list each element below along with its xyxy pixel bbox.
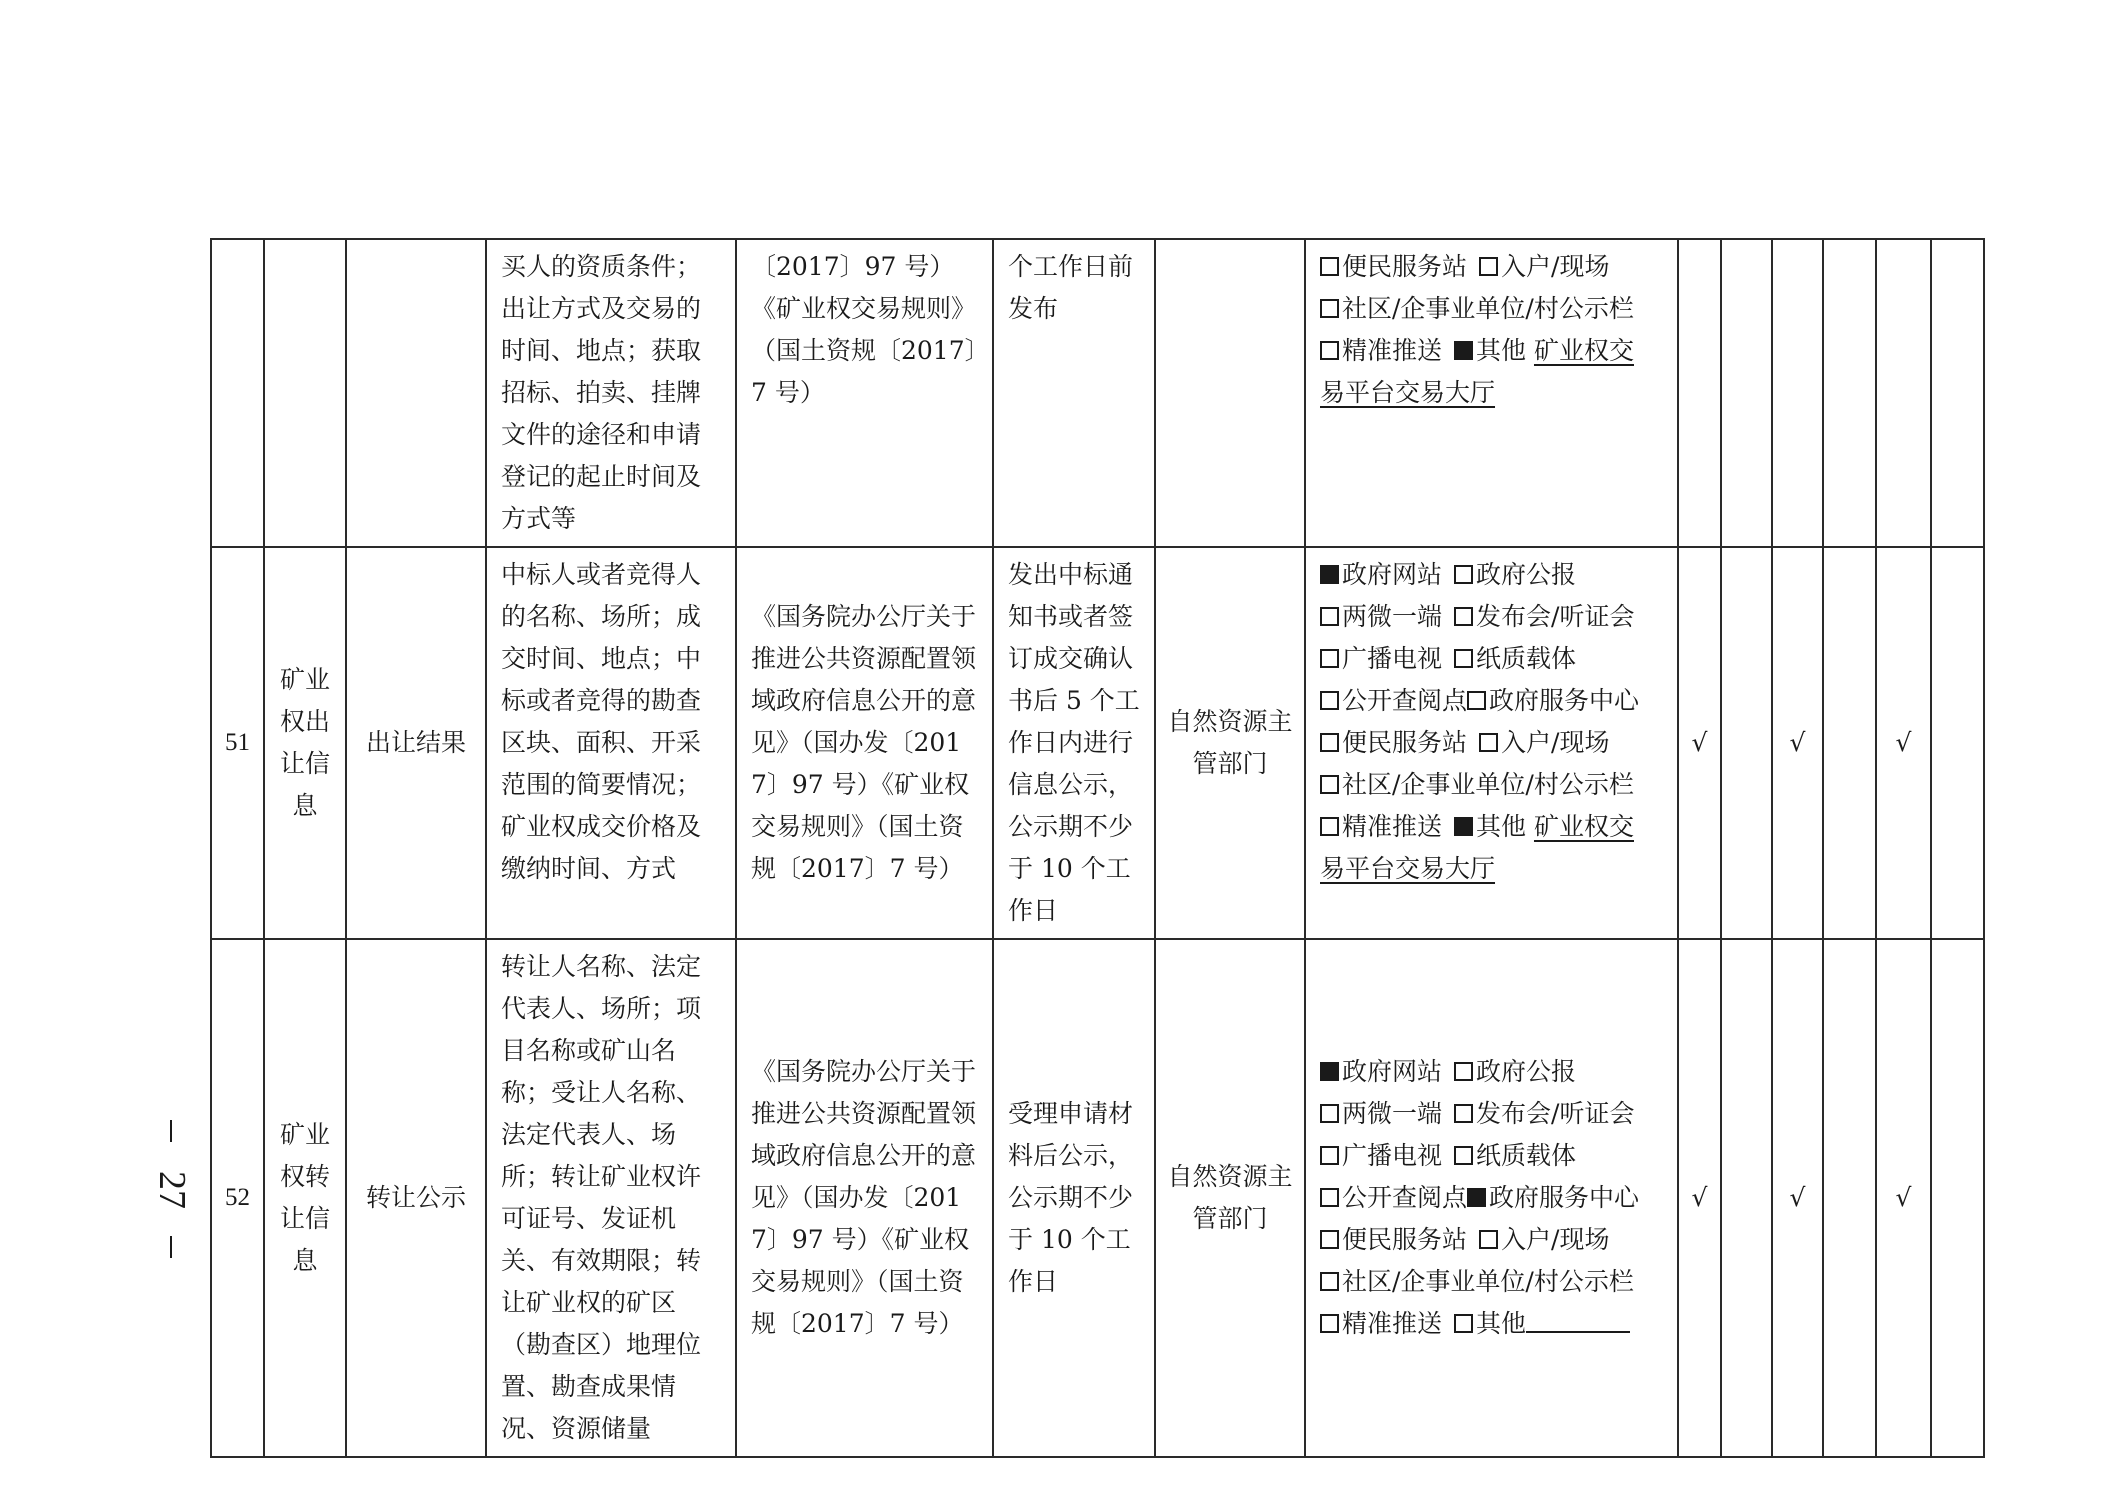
checkbox-empty-icon (1320, 1272, 1339, 1291)
table-row (211, 939, 1984, 1457)
row-department (1155, 239, 1305, 547)
row-time: 受理申请材料后公示，公示期不少于 10 个工作日 (993, 939, 1155, 1457)
checkbox-empty-icon (1479, 257, 1498, 276)
check-cell (1721, 239, 1772, 547)
checkbox-empty-icon (1320, 649, 1339, 668)
channel-label: 精准推送 (1342, 812, 1443, 841)
checkbox-empty-icon (1320, 257, 1339, 276)
channel-label: 政府公报 (1476, 560, 1577, 589)
checkbox-empty-icon (1454, 607, 1473, 626)
channel-label: 政府服务中心 (1489, 686, 1640, 715)
checkbox-empty-icon (1320, 1188, 1339, 1207)
checkbox-empty-icon (1320, 775, 1339, 794)
channel-label: 入户/现场 (1501, 1225, 1610, 1254)
row-time: 个工作日前发布 (993, 239, 1155, 547)
page-number (150, 1120, 210, 1260)
row-department: 自然资源主管部门 (1155, 939, 1305, 1457)
check-cell: √ (1876, 547, 1931, 939)
row-item (346, 239, 486, 547)
channel-label: 社区/企事业单位/村公示栏 (1342, 294, 1634, 323)
channel-label: 其他 (1476, 1309, 1527, 1338)
row-number (211, 239, 264, 547)
page-number-dash (170, 1120, 172, 1142)
channel-label: 入户/现场 (1501, 728, 1610, 757)
channel-label: 发布会/听证会 (1476, 602, 1635, 631)
checkbox-empty-icon (1320, 299, 1339, 318)
channel-label: 广播电视 (1342, 644, 1443, 673)
checkbox-empty-icon (1454, 1104, 1473, 1123)
channel-label: 公开查阅点 (1342, 1183, 1468, 1212)
page-number-text: 27 (151, 1171, 193, 1209)
checkbox-empty-icon (1454, 1146, 1473, 1165)
channel-other-text: 易平台交易大厅 (1320, 854, 1496, 883)
channel-label: 广播电视 (1342, 1141, 1443, 1170)
channel-label: 便民服务站 (1342, 252, 1468, 281)
check-cell: √ (1678, 547, 1721, 939)
row-basis: 《国务院办公厅关于推进公共资源配置领域政府信息公开的意见》（国办发〔2017〕97 号）《矿业权交易规则》（国土资规〔2017〕7 号） (736, 547, 993, 939)
channel-label: 入户/现场 (1501, 252, 1610, 281)
channel-label: 政府服务中心 (1489, 1183, 1640, 1212)
page-number-dash (170, 1236, 172, 1258)
check-cell: √ (1876, 939, 1931, 1457)
check-cell (1931, 239, 1984, 547)
row-channels (1305, 239, 1678, 547)
row-category: 矿业权出让信息 (264, 547, 346, 939)
row-time: 发出中标通知书或者签订成交确认书后 5 个工作日内进行信息公示，公示期不少于 10 个工作日 (993, 547, 1155, 939)
channel-label: 便民服务站 (1342, 728, 1468, 757)
row-basis: 〔2017〕97 号）《矿业权交易规则》（国土资规〔2017〕7 号） (736, 239, 993, 547)
channel-label: 发布会/听证会 (1476, 1099, 1635, 1128)
checkbox-empty-icon (1454, 1062, 1473, 1081)
checkbox-empty-icon (1467, 691, 1486, 710)
row-basis: 《国务院办公厅关于推进公共资源配置领域政府信息公开的意见》（国办发〔2017〕97 号）《矿业权交易规则》（国土资规〔2017〕7 号） (736, 939, 993, 1457)
checkbox-filled-icon (1320, 565, 1339, 584)
channel-label: 纸质载体 (1476, 644, 1577, 673)
channel-label: 政府网站 (1342, 560, 1443, 589)
checkbox-empty-icon (1320, 341, 1339, 360)
channel-label: 政府公报 (1476, 1057, 1577, 1086)
channel-other-text: 矿业权交 (1533, 812, 1634, 841)
checkbox-empty-icon (1479, 733, 1498, 752)
channel-label: 公开查阅点 (1342, 686, 1468, 715)
check-cell (1876, 239, 1931, 547)
row-category (264, 239, 346, 547)
check-cell: √ (1772, 547, 1823, 939)
row-department: 自然资源主管部门 (1155, 547, 1305, 939)
checkbox-empty-icon (1320, 1230, 1339, 1249)
table-row (211, 547, 1984, 939)
check-cell (1823, 239, 1876, 547)
checkbox-filled-icon (1454, 817, 1473, 836)
check-cell (1823, 547, 1876, 939)
blank-line (1526, 1303, 1630, 1333)
disclosure-table (210, 238, 1985, 1458)
checkbox-empty-icon (1454, 565, 1473, 584)
channel-label: 两微一端 (1342, 1099, 1443, 1128)
checkbox-empty-icon (1454, 649, 1473, 668)
checkbox-empty-icon (1320, 1314, 1339, 1333)
checkbox-empty-icon (1320, 607, 1339, 626)
table-row (211, 239, 1984, 547)
row-number: 52 (211, 939, 264, 1457)
row-content: 买人的资质条件；出让方式及交易的时间、地点；获取招标、拍卖、挂牌文件的途径和申请登记的起止时间及方式等 (486, 239, 736, 547)
channel-label: 政府网站 (1342, 1057, 1443, 1086)
row-item: 出让结果 (346, 547, 486, 939)
channel-label: 两微一端 (1342, 602, 1443, 631)
channel-label: 其他 (1476, 812, 1527, 841)
row-content: 中标人或者竞得人的名称、场所；成交时间、地点；中标或者竞得的勘查区块、面积、开采范围的简要情况；矿业权成交价格及缴纳时间、方式 (486, 547, 736, 939)
check-cell (1931, 939, 1984, 1457)
check-cell (1721, 547, 1772, 939)
checkbox-empty-icon (1454, 1314, 1473, 1333)
row-content: 转让人名称、法定代表人、场所；项目名称或矿山名称；受让人名称、法定代表人、场所；转让矿业权许可证号、发证机关、有效期限；转让矿业权的矿区（勘查区）地理位置、勘查成果情况、资源储量 (486, 939, 736, 1457)
channel-other-text: 易平台交易大厅 (1320, 378, 1496, 407)
check-cell (1721, 939, 1772, 1457)
channel-label: 纸质载体 (1476, 1141, 1577, 1170)
checkbox-empty-icon (1320, 817, 1339, 836)
checkbox-filled-icon (1467, 1188, 1486, 1207)
channel-label: 社区/企事业单位/村公示栏 (1342, 1267, 1634, 1296)
check-cell (1678, 239, 1721, 547)
checkbox-filled-icon (1454, 341, 1473, 360)
check-cell (1931, 547, 1984, 939)
row-channels (1305, 939, 1678, 1457)
check-cell (1823, 939, 1876, 1457)
checkbox-empty-icon (1320, 733, 1339, 752)
checkbox-empty-icon (1320, 1146, 1339, 1165)
check-cell (1772, 239, 1823, 547)
check-cell: √ (1772, 939, 1823, 1457)
row-channels (1305, 547, 1678, 939)
channel-label: 社区/企事业单位/村公示栏 (1342, 770, 1634, 799)
channel-label: 精准推送 (1342, 1309, 1443, 1338)
channel-label: 便民服务站 (1342, 1225, 1468, 1254)
row-category: 矿业权转让信息 (264, 939, 346, 1457)
channel-label: 其他 (1476, 336, 1527, 365)
channel-label: 精准推送 (1342, 336, 1443, 365)
checkbox-empty-icon (1479, 1230, 1498, 1249)
checkbox-empty-icon (1320, 1104, 1339, 1123)
channel-other-text: 矿业权交 (1533, 336, 1634, 365)
row-item: 转让公示 (346, 939, 486, 1457)
checkbox-empty-icon (1320, 691, 1339, 710)
checkbox-filled-icon (1320, 1062, 1339, 1081)
row-number: 51 (211, 547, 264, 939)
check-cell: √ (1678, 939, 1721, 1457)
